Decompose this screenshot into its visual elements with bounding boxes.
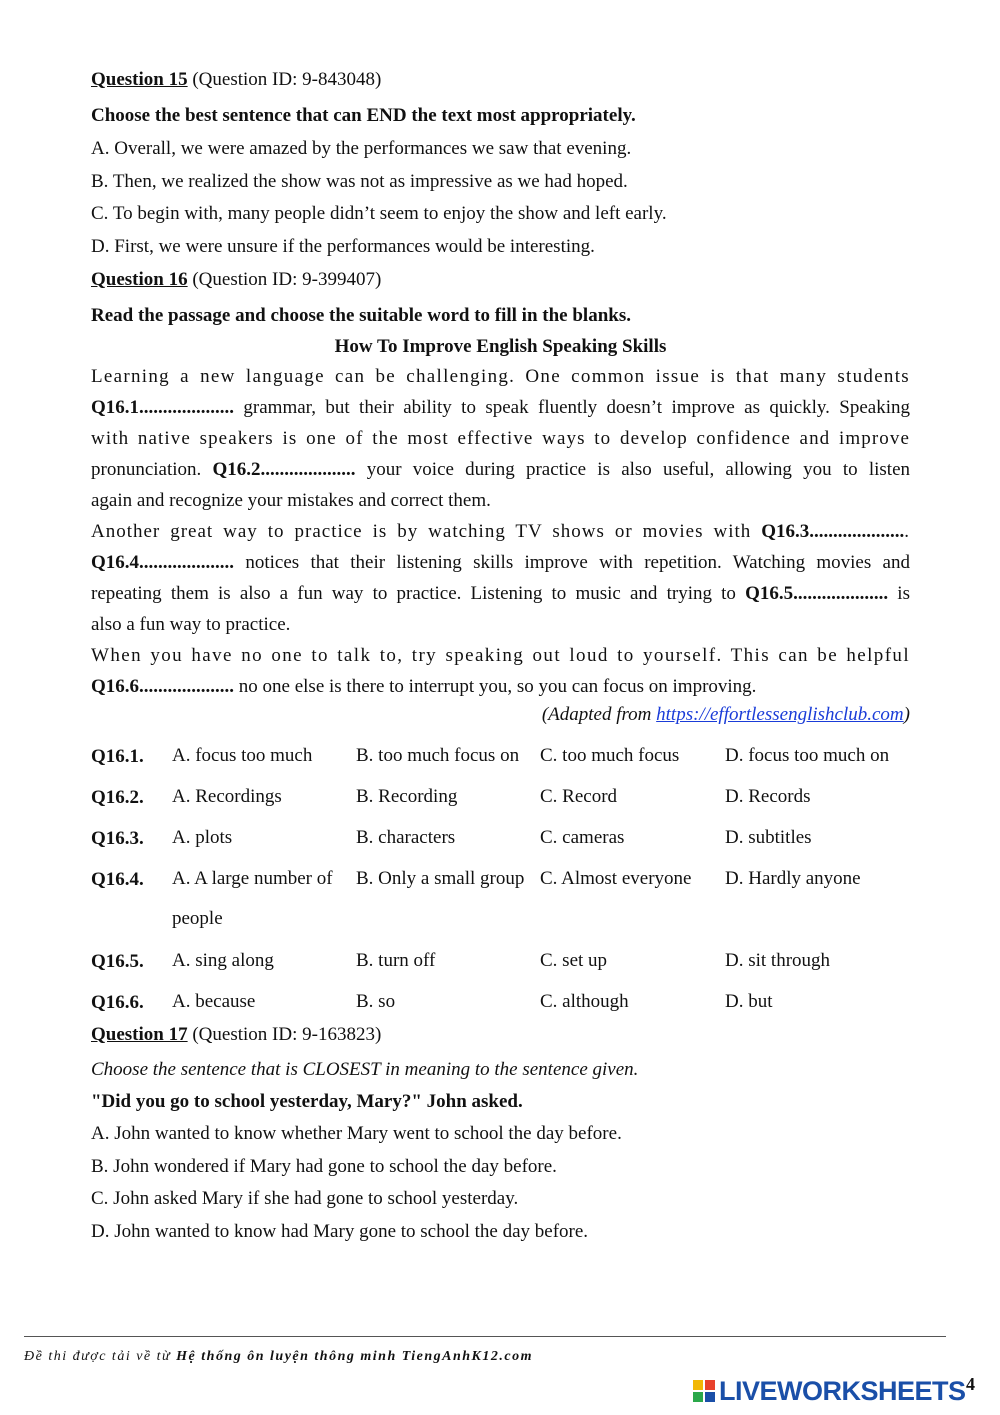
answer-option-d[interactable]: D. Records	[725, 786, 811, 807]
passage-text: notices that their listening skills improve with repetition. Watching movies and	[234, 552, 910, 573]
passage-text: .	[904, 521, 910, 542]
q15-option-d[interactable]: D. First, we were unsure if the performances would be interesting.	[91, 236, 595, 257]
passage-text: no one else is there to interrupt you, so you can focus on improving.	[234, 676, 757, 697]
q17-instruction: Choose the sentence that is CLOSEST in meaning to the sentence given.	[91, 1059, 639, 1080]
answer-option-c[interactable]: C. Record	[540, 786, 618, 807]
q17-option-b[interactable]: B. John wondered if Mary had gone to school the day before.	[91, 1156, 557, 1177]
answer-option-c[interactable]: C. Almost everyone	[540, 868, 692, 889]
answer-option-d[interactable]: D. focus too much on	[725, 745, 890, 766]
answer-question-number: Q16.6.	[91, 992, 144, 1013]
answer-option-b[interactable]: B. so	[356, 991, 396, 1012]
answer-option-a-line2: people	[172, 908, 223, 929]
answer-option-d[interactable]: D. subtitles	[725, 827, 812, 848]
passage-line: again and recognize your mistakes and correct them.	[91, 490, 491, 511]
answer-option-a[interactable]: A. sing along	[172, 950, 274, 971]
answer-option-d[interactable]: D. but	[725, 991, 773, 1012]
answer-row-q16-5	[91, 942, 921, 983]
passage-line	[91, 516, 910, 547]
passage-text: pronunciation.	[91, 459, 213, 480]
q15-id: (Question ID: 9-843048)	[192, 69, 382, 90]
answer-row-q16-4	[91, 860, 921, 942]
answer-option-b[interactable]: B. Only a small group	[356, 868, 525, 889]
answer-option-a[interactable]: A. Recordings	[172, 786, 282, 807]
answer-option-b[interactable]: B. Recording	[356, 786, 458, 807]
passage-title: How To Improve English Speaking Skills	[334, 336, 667, 357]
answer-option-b[interactable]: B. turn off	[356, 950, 436, 971]
q15-label: Question 15	[91, 69, 188, 90]
answer-question-number: Q16.4.	[91, 869, 144, 890]
q15-instruction: Choose the best sentence that can END the text most appropriately.	[91, 105, 636, 126]
answer-question-number: Q16.2.	[91, 787, 144, 808]
answer-question-number: Q16.1.	[91, 746, 144, 767]
q17-id: (Question ID: 9-163823)	[192, 1024, 382, 1045]
blank-q16-2[interactable]: Q16.2....................	[212, 459, 356, 480]
passage-text: grammar, but their ability to speak fluently doesn’t improve as quickly. Speaking	[234, 397, 910, 418]
liveworksheets-logo-text: LIVEWORKSHEETS	[719, 1375, 966, 1406]
blank-q16-1[interactable]: Q16.1....................	[91, 397, 235, 418]
footer-brand[interactable]: Hệ thống ôn luyện thông minh TiengAnhK12.com	[176, 1349, 533, 1364]
q15-option-c[interactable]: C. To begin with, many people didn’t seem to enjoy the show and left early.	[91, 203, 667, 224]
passage-line	[91, 578, 910, 609]
reading-passage	[91, 361, 910, 702]
source-link[interactable]: https://effortlessenglishclub.com	[656, 704, 904, 725]
passage-line	[91, 454, 910, 485]
passage-line	[91, 671, 910, 702]
passage-text: repeating them is also a fun way to practice. Listening to music and trying to	[91, 583, 746, 604]
q15-option-b[interactable]: B. Then, we realized the show was not as impressive as we had hoped.	[91, 171, 628, 192]
liveworksheets-logo-icon	[693, 1380, 715, 1402]
q17-option-d[interactable]: D. John wanted to know had Mary gone to school the day before.	[91, 1221, 589, 1242]
blank-q16-4[interactable]: Q16.4....................	[91, 552, 235, 573]
page-number: 4	[966, 1374, 975, 1394]
answer-option-a[interactable]: A. focus too much	[172, 745, 313, 766]
passage-line	[91, 392, 910, 423]
q17-prompt: "Did you go to school yesterday, Mary?" John asked.	[91, 1091, 523, 1112]
answer-row-q16-1	[91, 737, 921, 778]
answer-option-c[interactable]: C. set up	[540, 950, 608, 971]
passage-line: with native speakers is one of the most effective ways to develop confidence and improve	[91, 428, 910, 449]
answer-option-a[interactable]	[172, 868, 333, 930]
passage-line: Learning a new language can be challenging. One common issue is that many students	[91, 366, 910, 387]
answer-row-q16-3	[91, 819, 921, 860]
answer-option-a[interactable]: A. because	[172, 991, 256, 1012]
answer-question-number: Q16.3.	[91, 828, 144, 849]
blank-q16-5[interactable]: Q16.5....................	[745, 583, 889, 604]
answer-option-d[interactable]: D. sit through	[725, 950, 831, 971]
answer-row-q16-6	[91, 983, 921, 1024]
blank-q16-6[interactable]: Q16.6....................	[91, 676, 235, 697]
answer-option-b[interactable]: B. characters	[356, 827, 456, 848]
passage-text: is	[888, 583, 910, 604]
answer-row-q16-2	[91, 778, 921, 819]
q16-instruction: Read the passage and choose the suitable word to fill in the blanks.	[91, 305, 631, 326]
q16-id: (Question ID: 9-399407)	[192, 269, 382, 290]
q17-heading	[91, 1024, 381, 1046]
answer-option-c[interactable]: C. although	[540, 991, 629, 1012]
footer-divider	[24, 1336, 946, 1337]
answer-option-b[interactable]: B. too much focus on	[356, 745, 520, 766]
source-suffix: )	[903, 704, 910, 725]
blank-q16-3[interactable]: Q16.3....................	[761, 521, 905, 542]
passage-source	[542, 704, 910, 726]
q16-heading	[91, 269, 381, 291]
q15-heading	[91, 69, 381, 91]
passage-line: When you have no one to talk to, try speaking out loud to yourself. This can be helpful	[91, 645, 910, 666]
passage-line: also a fun way to practice.	[91, 614, 291, 635]
answer-option-d[interactable]: D. Hardly anyone	[725, 868, 861, 889]
answer-option-a[interactable]: A. plots	[172, 827, 233, 848]
q17-label: Question 17	[91, 1024, 188, 1045]
answer-option-a-line1: A. A large number of	[172, 868, 333, 889]
answer-question-number: Q16.5.	[91, 951, 144, 972]
footer-prefix: Đề thi được tải về từ	[24, 1349, 177, 1364]
answer-option-c[interactable]: C. cameras	[540, 827, 625, 848]
liveworksheets-logo[interactable]	[693, 1376, 966, 1406]
passage-text: Another great way to practice is by watching TV shows or movies with	[91, 521, 762, 542]
q16-label: Question 16	[91, 269, 188, 290]
passage-line	[91, 547, 910, 578]
q17-option-c[interactable]: C. John asked Mary if she had gone to school yesterday.	[91, 1188, 519, 1209]
q15-option-a[interactable]: A. Overall, we were amazed by the performances we saw that evening.	[91, 138, 632, 159]
q17-option-a[interactable]: A. John wanted to know whether Mary went to school the day before.	[91, 1123, 622, 1144]
footer-attribution	[24, 1349, 533, 1365]
source-prefix: (Adapted from	[541, 704, 657, 725]
answer-option-c[interactable]: C. too much focus	[540, 745, 680, 766]
passage-text: your voice during practice is also useful, allowing you to listen	[355, 459, 910, 480]
